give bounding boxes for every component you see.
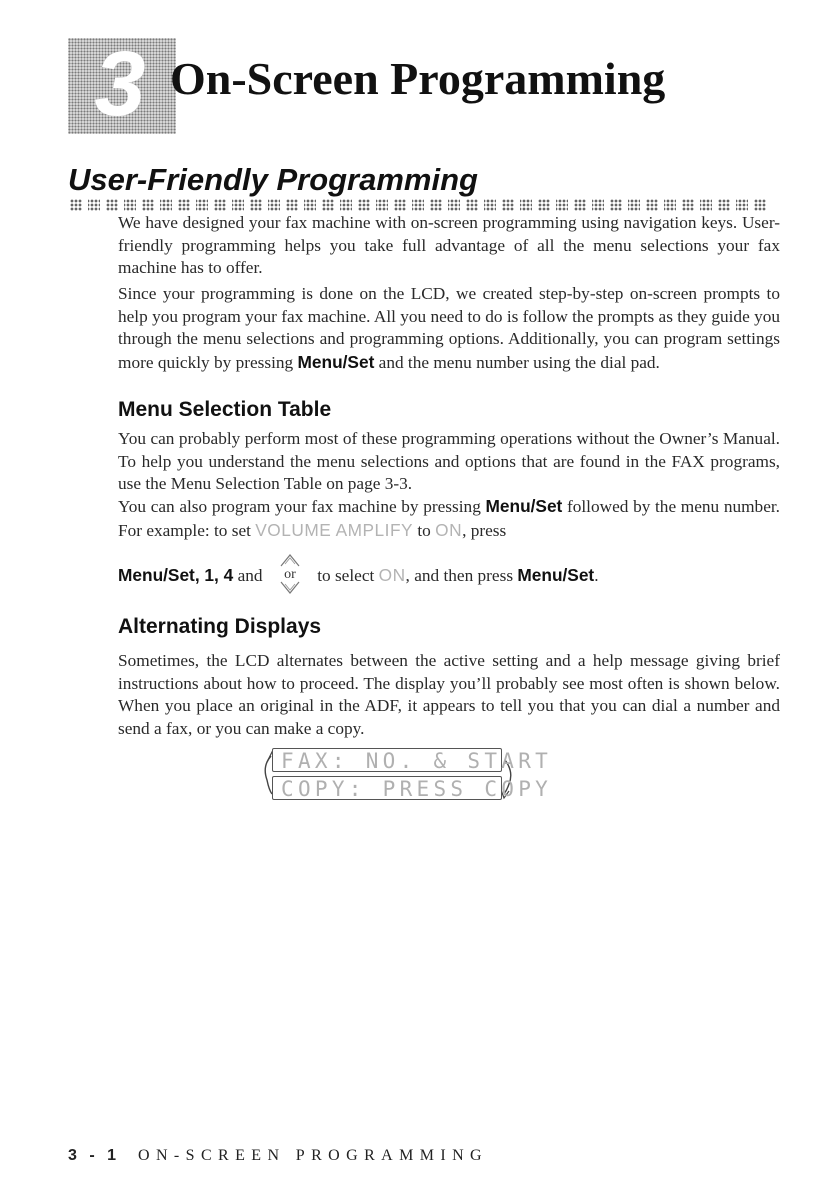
menu-keys-line: [118, 554, 780, 600]
intro-paragraph: We have designed your fax machine with on-screen programming using navigation keys. User-friendly programming helps you take full advantage of all the menu selections your fax machine has to offer.: [118, 213, 780, 278]
or-label: or: [284, 567, 296, 582]
lcd-setting-name: VOLUME AMPLIFY: [255, 519, 414, 540]
chapter-number: 3: [94, 33, 146, 135]
lcd-setting-value: ON: [435, 519, 463, 540]
chapter-title: On-Screen Programming: [170, 53, 666, 104]
lcd-display: [258, 746, 553, 846]
navigation-keys-icon: [271, 550, 309, 596]
text-run: , press: [462, 520, 507, 540]
text-run: and the menu number using the dial pad.: [374, 352, 660, 372]
text-run: ,: [194, 564, 205, 585]
lcd-paragraph: [118, 283, 780, 374]
menu-example-paragraph: [118, 495, 780, 542]
lcd-line-1: FAX: NO. & START: [272, 748, 502, 772]
section-title: User-Friendly Programming: [68, 162, 478, 197]
section-divider: [70, 199, 772, 211]
menu-set-key-label: Menu/Set: [297, 351, 375, 372]
menu-set-key-label: Menu/Set: [118, 564, 195, 585]
page-footer: [68, 1146, 488, 1166]
menu-set-key-label: Menu/Set: [485, 496, 563, 516]
text-run: You can also program your fax machine by pressing: [118, 497, 486, 516]
menu-set-key-label: Menu/Set: [517, 564, 595, 585]
text-run: , and then press: [405, 565, 518, 585]
lcd-line-2: COPY: PRESS COPY: [272, 776, 502, 800]
text-run: Since your programming is done on the LCD, we created step-by-step on-screen prompts to help you program your fax machine. All you need to do is follow the prompts as they guide you through the menu selections and programming options. Additionally, you can program settings more quickly by pressing: [118, 284, 780, 372]
text-run: and: [233, 565, 267, 585]
text-run: to select: [312, 565, 379, 585]
menu-selection-paragraph: You can probably perform most of these programming operations without the Owner’s Manual. To help you understand the menu selections and options that are found in the FAX programs, use the Menu Selection Table on page 3-3.: [118, 429, 780, 494]
alternating-displays-paragraph: Sometimes, the LCD alternates between the active setting and a help message giving brief instructions about how to proceed. The display you’ll probably see most often is shown below. When you place an original in the ADF, it appears to tell you that you can dial a number and send a fax, or you can make a copy.: [118, 651, 780, 738]
lcd-setting-value: ON: [378, 564, 406, 585]
text-run: followed by the menu number. For example: to set: [118, 497, 780, 540]
text-run: to: [413, 520, 436, 540]
text-run: .: [594, 565, 599, 585]
running-title: ON-SCREEN PROGRAMMING: [138, 1147, 488, 1164]
menu-selection-heading: Menu Selection Table: [118, 398, 332, 421]
text-run: ,: [214, 564, 224, 585]
page-number: 3 - 1: [68, 1147, 121, 1164]
dial-key-1: 1: [204, 564, 215, 585]
alternating-displays-heading: Alternating Displays: [118, 615, 322, 638]
dial-key-4: 4: [223, 564, 234, 585]
